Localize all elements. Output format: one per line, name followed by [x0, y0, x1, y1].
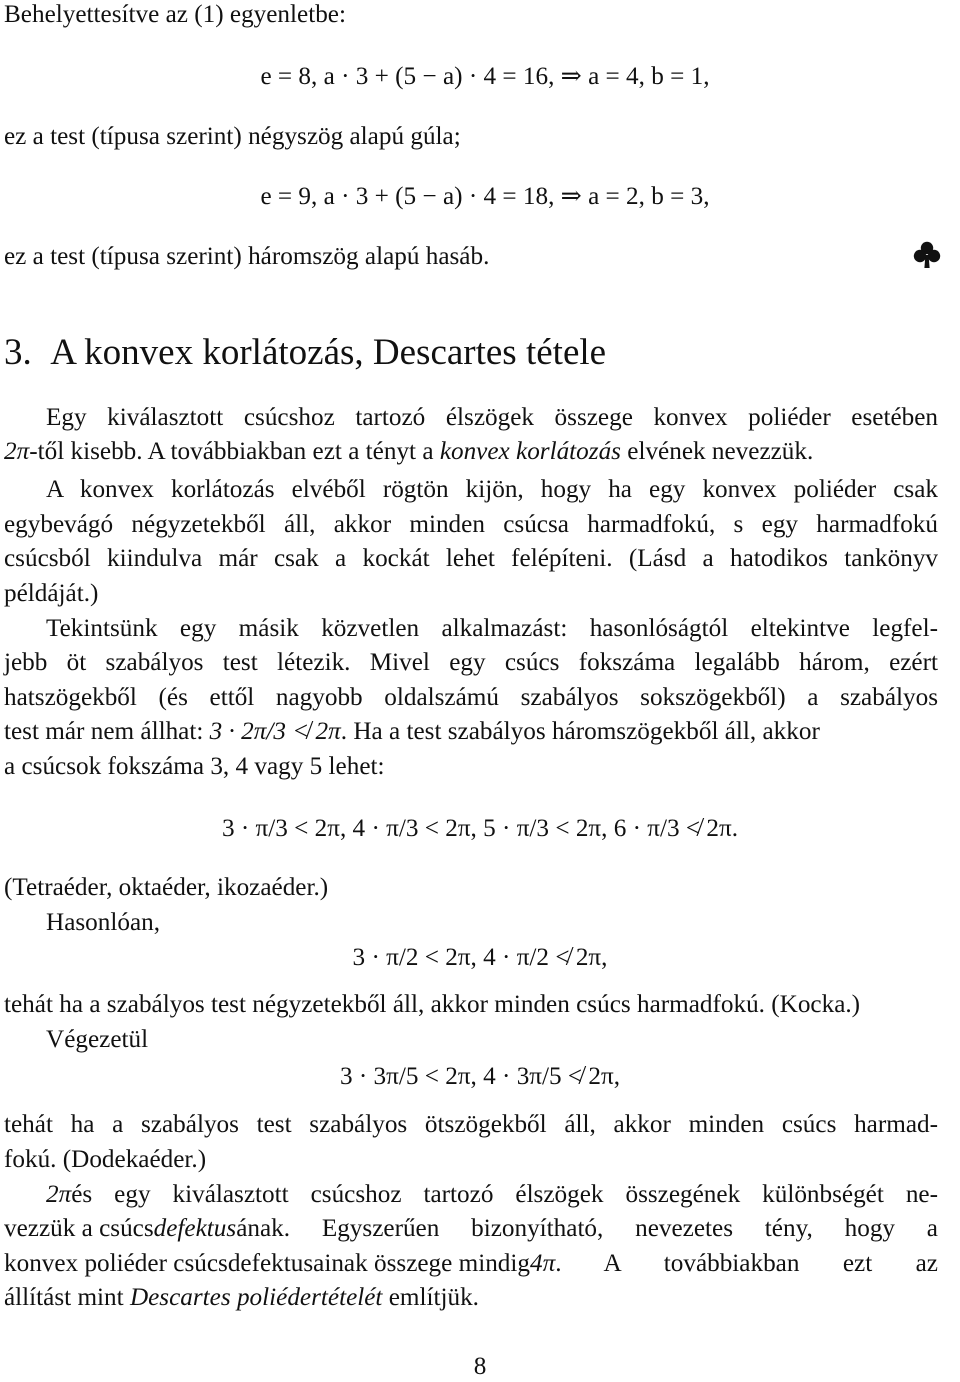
- math-4pi: 4π: [530, 1250, 556, 1277]
- similarly-text: Hasonlóan,: [46, 909, 161, 936]
- term-descartes-poliedertetel: Descartes poliédertételét: [129, 1284, 383, 1311]
- equation-squares: 3 · π/2 < 2π, 4 · π/2 ≮ 2π,: [352, 944, 608, 971]
- math-inequality-hexagon: 3 · 2π/3 ≮ 2π: [209, 718, 341, 745]
- result-text-prism: ez a test (típusa szerint) háromszög alapú hasáb.: [4, 243, 490, 270]
- para1-line2: 2π-től kisebb. A továbbiakban ezt a tényt a konvex korlátozás elvének nevezzük.: [4, 438, 814, 465]
- finally-text: Végezetül: [46, 1026, 149, 1053]
- para1-line1: Egy kiválasztott csúcshoz tartozó élszögek összege konvex poliéder esetében: [46, 404, 938, 431]
- section-heading: [4, 331, 606, 375]
- para4-line1: 2π és egy kiválasztott csúcshoz tartozó élszögek összegének különbségét ne-: [46, 1181, 938, 1208]
- para3-line1: Tekintsünk egy másik közvetlen alkalmazást: hasonlóságtól eltekintve legfel-: [46, 615, 938, 642]
- result-cube-text: tehát ha a szabályos test négyzetekből áll, akkor minden csúcs harmadfokú. (Kocka.): [4, 991, 861, 1018]
- equation-e9: e = 9, a · 3 + (5 − a) · 4 = 18, ⇒ a = 2, b = 3,: [260, 183, 710, 210]
- section-title: A konvex korlátozás, Descartes tétele: [50, 332, 607, 373]
- para4-line3: konvex poliéder csúcsdefektusainak összege mindig 4π . A továbbiakban ezt az: [4, 1250, 938, 1277]
- intro-text: Behelyettesítve az (1) egyenletbe:: [4, 1, 346, 28]
- para2-line2: egybevágó négyzetekből áll, akkor minden csúcsa harmadfokú, s egy harmadfokú: [4, 511, 938, 538]
- math-2pi: 2π: [4, 438, 30, 465]
- page-number: 8: [473, 1353, 487, 1380]
- equation-e8: e = 8, a · 3 + (5 − a) · 4 = 16, ⇒ a = 4, b = 1,: [260, 63, 710, 90]
- para3-line2: jebb öt szabályos test létezik. Mivel egy csúcs fokszáma legalább három, ezért: [4, 649, 938, 676]
- solids-triangles-text: (Tetraéder, oktaéder, ikozaéder.): [4, 874, 329, 901]
- math-2pi-defect: 2π: [46, 1181, 72, 1208]
- result-dodecahedron-line1: tehát ha a szabályos test szabályos ötszögekből áll, akkor minden csúcs harmad-: [4, 1111, 938, 1138]
- section-number: 3.: [4, 332, 32, 373]
- result-dodecahedron-line2: fokú. (Dodekaéder.): [4, 1146, 207, 1173]
- equation-pentagons: 3 · 3π/5 < 2π, 4 · 3π/5 ≮ 2π,: [339, 1063, 621, 1090]
- result-text-pyramid: ez a test (típusa szerint) négyszög alapú gúla;: [4, 123, 461, 150]
- para2-line3: csúcsból kiindulva már csak a kockát lehet felépíteni. (Lásd a hatodikos tankönyv: [4, 545, 938, 572]
- para4-line2: vezzük a csúcs defektus ának. Egyszerűen bizonyítható, nevezetes tény, hogy a: [4, 1215, 938, 1242]
- para3-line5: a csúcsok fokszáma 3, 4 vagy 5 lehet:: [4, 753, 385, 780]
- para2-line1: A konvex korlátozás elvéből rögtön kijön, hogy ha egy konvex poliéder csak: [46, 476, 938, 503]
- term-konvex-korlatozas: konvex korlátozás: [439, 438, 621, 465]
- para4-line4: állítást mint Descartes poliédertételét említjük.: [4, 1284, 479, 1311]
- equation-triangles: 3 · π/3 < 2π, 4 · π/3 < 2π, 5 · π/3 < 2π, 6 · π/3 ≮ 2π.: [221, 815, 739, 842]
- para3-line4: test már nem állhat: 3 · 2π/3 ≮ 2π. Ha a test szabályos háromszögekből áll, akkor: [4, 718, 820, 745]
- term-defektus: defektus: [153, 1215, 237, 1242]
- club-end-icon: [912, 240, 942, 270]
- para3-line3: hatszögekből (és ettől nagyobb oldalszámú szabályos sokszögekből) a szabályos: [4, 684, 938, 711]
- para2-line4: példáját.): [4, 580, 99, 607]
